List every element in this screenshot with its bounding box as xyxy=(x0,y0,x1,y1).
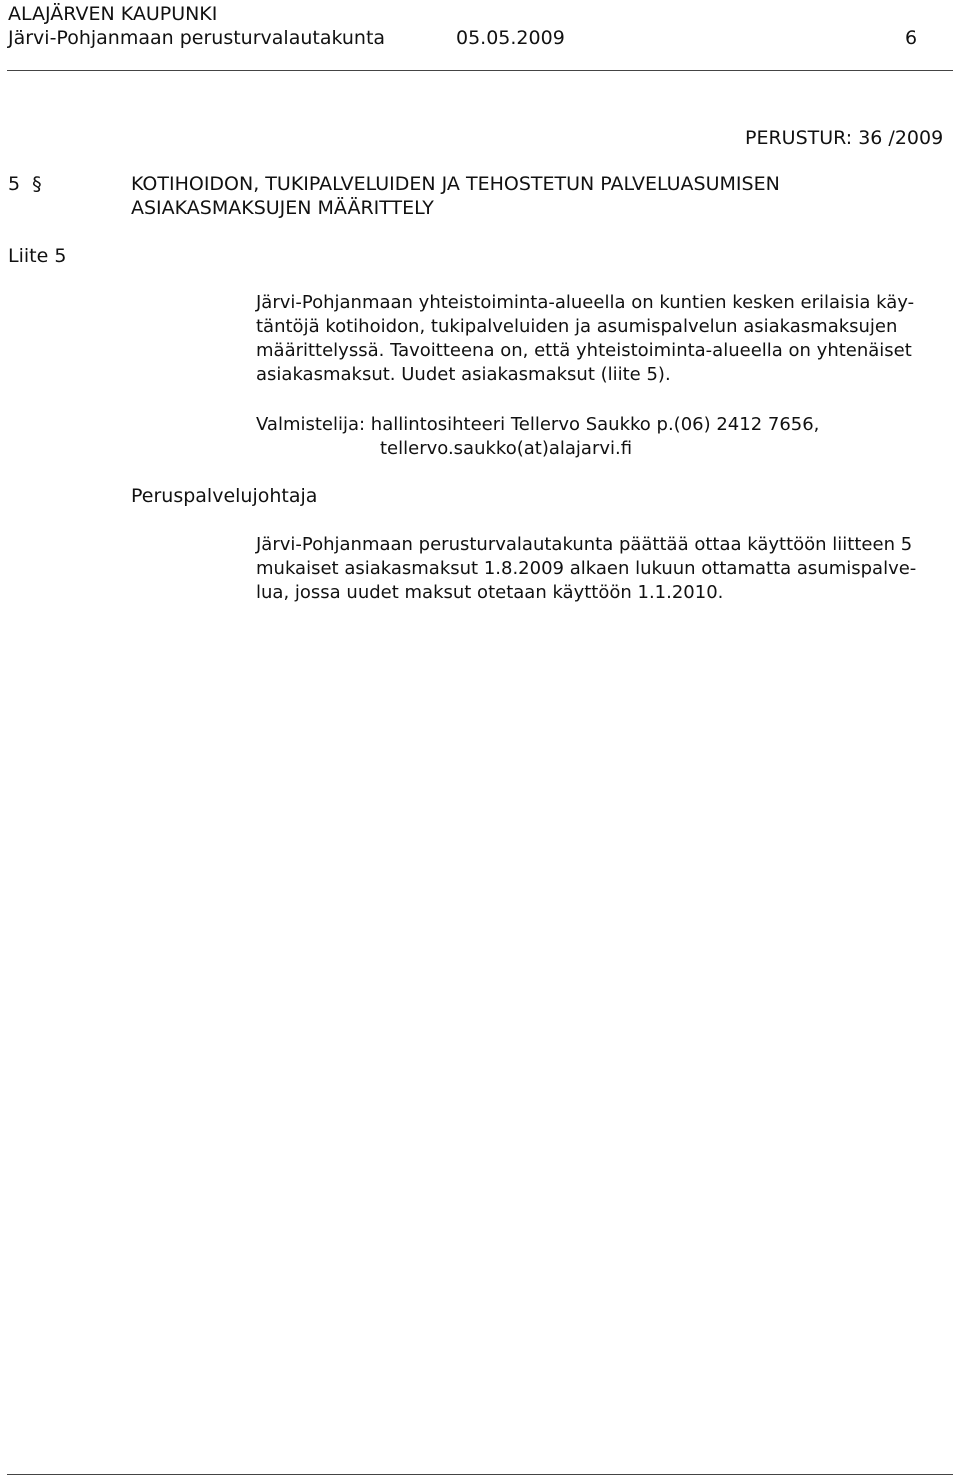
section-number xyxy=(8,172,42,196)
preparer-line-1: Valmistelija: hallintosihteeri Tellervo Saukko p.(06) 2412 7656, xyxy=(256,414,820,435)
section-symbol: § xyxy=(32,173,42,195)
section-title-line-2: ASIAKASMAKSUJEN MÄÄRITTELY xyxy=(131,197,434,219)
board-name: Järvi-Pohjanmaan perusturvalautakunta xyxy=(8,27,386,49)
proposal-line-2: mukaiset asiakasmaksut 1.8.2009 alkaen lukuun ottamatta asumispalve- xyxy=(256,558,917,579)
description-line-1: Järvi-Pohjanmaan yhteistoiminta-alueella on kuntien kesken erilaisia käy- xyxy=(256,292,915,313)
section-title-line-1: KOTIHOIDON, TUKIPALVELUIDEN JA TEHOSTETUN PALVELUASUMISEN xyxy=(131,173,780,195)
reference-number: PERUSTUR: 36 /2009 xyxy=(745,127,944,149)
meeting-date: 05.05.2009 xyxy=(456,27,565,49)
footer-divider xyxy=(7,1474,953,1475)
proposer-label: Peruspalvelujohtaja xyxy=(131,485,318,507)
description-line-4: asiakasmaksut. Uudet asiakasmaksut (liite 5). xyxy=(256,364,671,385)
proposal-line-3: lua, jossa uudet maksut otetaan käyttöön 1.1.2010. xyxy=(256,582,724,603)
city-name: ALAJÄRVEN KAUPUNKI xyxy=(8,3,218,25)
page-number: 6 xyxy=(905,27,918,49)
header-divider xyxy=(7,70,953,71)
description-line-2: täntöjä kotihoidon, tukipalveluiden ja asumispalvelun asiakasmaksujen xyxy=(256,316,898,337)
proposal-line-1: Järvi-Pohjanmaan perusturvalautakunta päättää ottaa käyttöön liitteen 5 xyxy=(256,534,913,555)
preparer-email: tellervo.saukko(at)alajarvi.fi xyxy=(380,438,633,459)
description-line-3: määrittelyssä. Tavoitteena on, että yhteistoiminta-alueella on yhtenäiset xyxy=(256,340,912,361)
section-number-value: 5 xyxy=(8,173,21,195)
attachment-label: Liite 5 xyxy=(8,245,67,267)
